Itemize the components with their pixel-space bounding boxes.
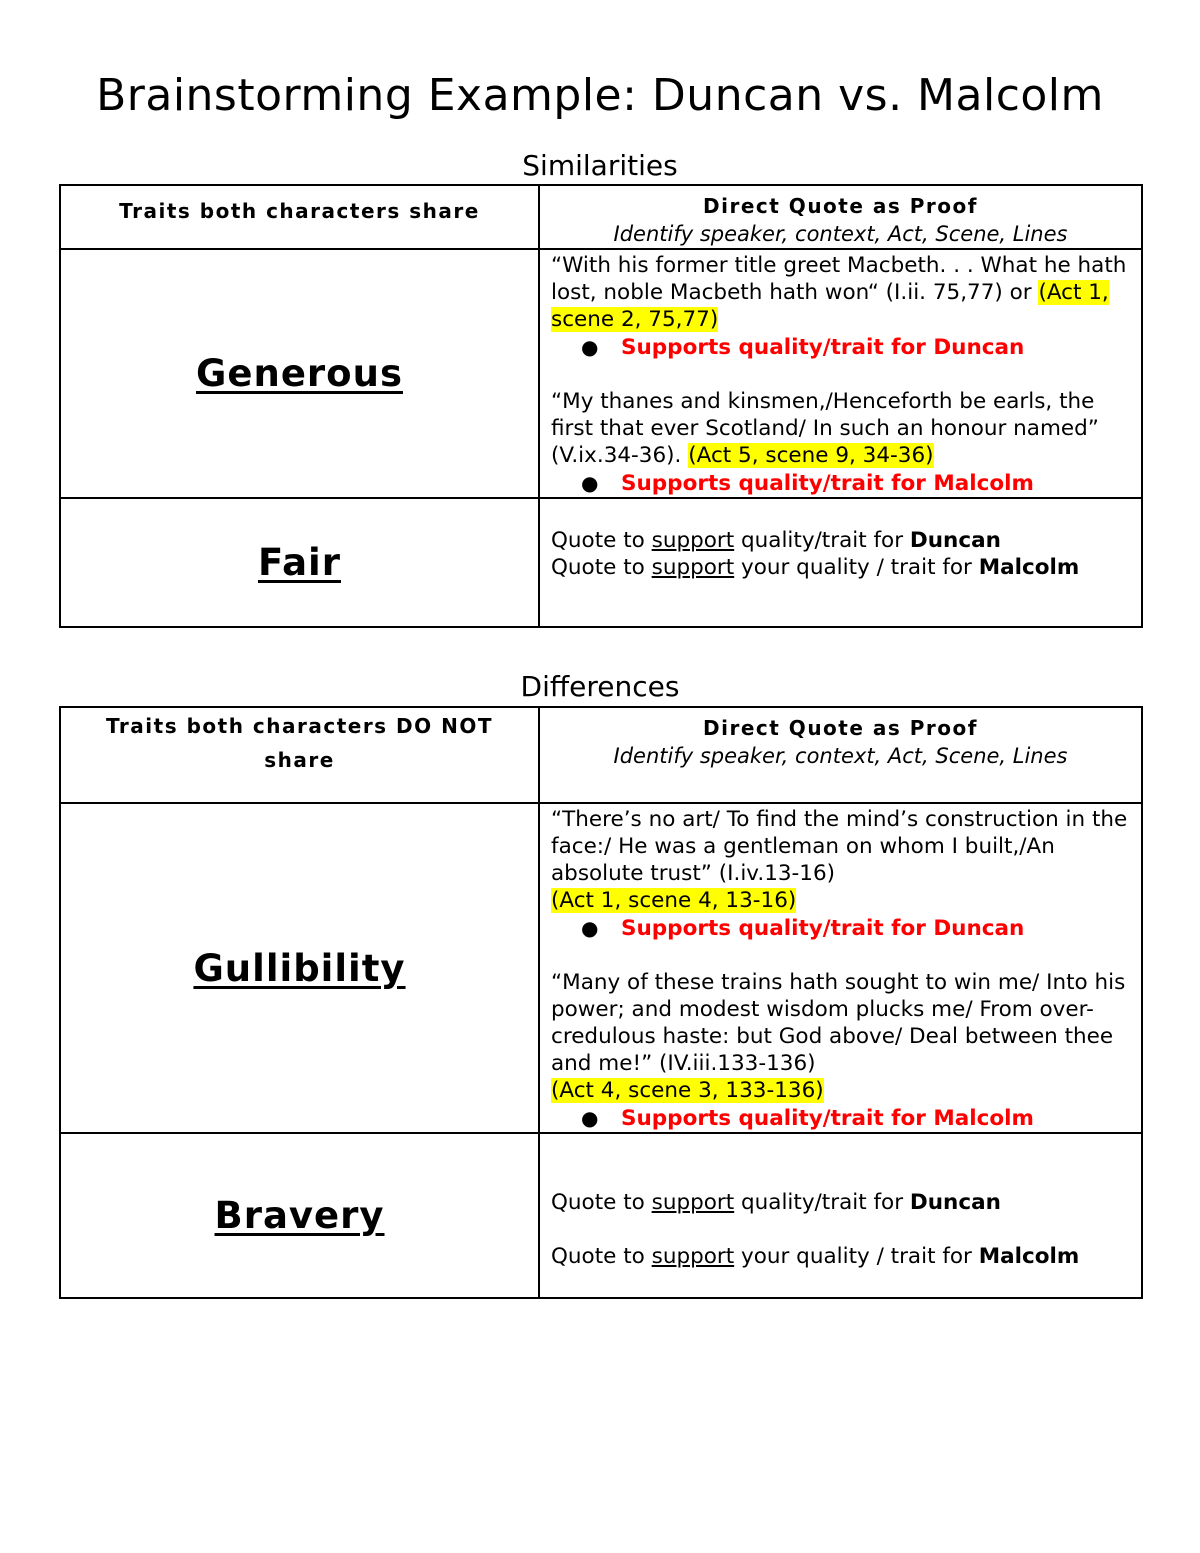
quote-malcolm [551, 388, 1133, 469]
support-line-duncan [551, 915, 1133, 942]
support-text: Supports quality/trait for Malcolm [621, 1106, 1034, 1131]
table-row [60, 498, 1142, 627]
table-row [60, 803, 1142, 1133]
table-row [60, 1133, 1142, 1298]
trait-cell [60, 249, 539, 498]
support-line-malcolm [551, 470, 1133, 497]
quote-text: “There’s no art/ To find the mind’s construction in the face:/ He was a gentleman on whom I built,/An absolute trust” (I.iv.13-16) [551, 807, 1128, 886]
header-quote-label: Direct Quote as Proof [703, 716, 978, 740]
support-line-duncan [551, 334, 1133, 361]
quote-text: “With his former title greet Macbeth. . . What he hath lost, noble Macbeth hath won“ (I.ii. 75,77) or [551, 253, 1127, 305]
placeholder-duncan: Quote to support quality/trait for Duncan [551, 528, 1001, 553]
trait-generous: Generous [196, 352, 403, 395]
table-header-row [60, 185, 1142, 249]
header-quote-instructions: Identify speaker, context, Act, Scene, Lines [613, 222, 1068, 246]
bullet-icon: ● [581, 471, 599, 495]
citation-highlight: (Act 1, scene 2, 75,77) [551, 280, 1109, 332]
trait-gullibility: Gullibility [193, 946, 406, 990]
support-text: Supports quality/trait for Duncan [621, 335, 1025, 360]
table-header-row [60, 707, 1142, 803]
placeholder-malcolm: Quote to support your quality / trait for Malcolm [551, 1244, 1080, 1269]
quote-cell [539, 249, 1142, 498]
bullet-icon: ● [581, 1106, 599, 1130]
page-title: Brainstorming Example: Duncan vs. Malcolm [96, 70, 1104, 121]
trait-cell [60, 803, 539, 1133]
header-traits-label: Traits both characters share [119, 199, 480, 223]
differences-table [59, 706, 1143, 1299]
support-text: Supports quality/trait for Duncan [621, 916, 1025, 941]
header-quote-label: Direct Quote as Proof [703, 194, 978, 218]
placeholder-malcolm: Quote to support your quality / trait for Malcolm [551, 555, 1080, 580]
header-traits-cell [60, 707, 539, 803]
citation-highlight: (Act 1, scene 4, 13-16) [551, 888, 797, 913]
similarities-table [59, 184, 1143, 628]
quote-cell [539, 1133, 1142, 1298]
bullet-icon: ● [581, 335, 599, 359]
trait-fair: Fair [257, 541, 341, 584]
bullet-icon: ● [581, 916, 599, 940]
placeholder-duncan: Quote to support quality/trait for Duncan [551, 1190, 1001, 1215]
differences-heading: Differences [520, 670, 680, 703]
quote-duncan [551, 804, 1133, 914]
support-line-malcolm [551, 1105, 1133, 1132]
trait-cell [60, 1133, 539, 1298]
quote-text: “My thanes and kinsmen,/Henceforth be earls, the first that ever Scotland/ In such an honour named” (V.ix.34-36). [551, 389, 1099, 468]
quote-text: “Many of these trains hath sought to win me/ Into his power; and modest wisdom plucks me/ From over-credulous haste: but God above/ Deal between thee and me!” (IV.iii.133-136) [551, 970, 1126, 1076]
trait-cell [60, 498, 539, 627]
header-traits-cell [60, 185, 539, 249]
header-quote-cell [539, 707, 1142, 803]
quote-cell [539, 803, 1142, 1133]
header-quote-instructions: Identify speaker, context, Act, Scene, Lines [613, 744, 1068, 768]
table-row [60, 249, 1142, 498]
quote-malcolm [551, 969, 1133, 1104]
header-quote-cell [539, 185, 1142, 249]
support-text: Supports quality/trait for Malcolm [621, 471, 1034, 496]
citation-highlight: (Act 5, scene 9, 34-36) [688, 443, 934, 468]
trait-bravery: Bravery [214, 1194, 385, 1237]
citation-highlight: (Act 4, scene 3, 133-136) [551, 1078, 824, 1103]
quote-cell [539, 498, 1142, 627]
header-traits-label: Traits both characters DO NOT share [105, 714, 493, 772]
similarities-heading: Similarities [522, 149, 678, 182]
quote-duncan [551, 250, 1133, 333]
